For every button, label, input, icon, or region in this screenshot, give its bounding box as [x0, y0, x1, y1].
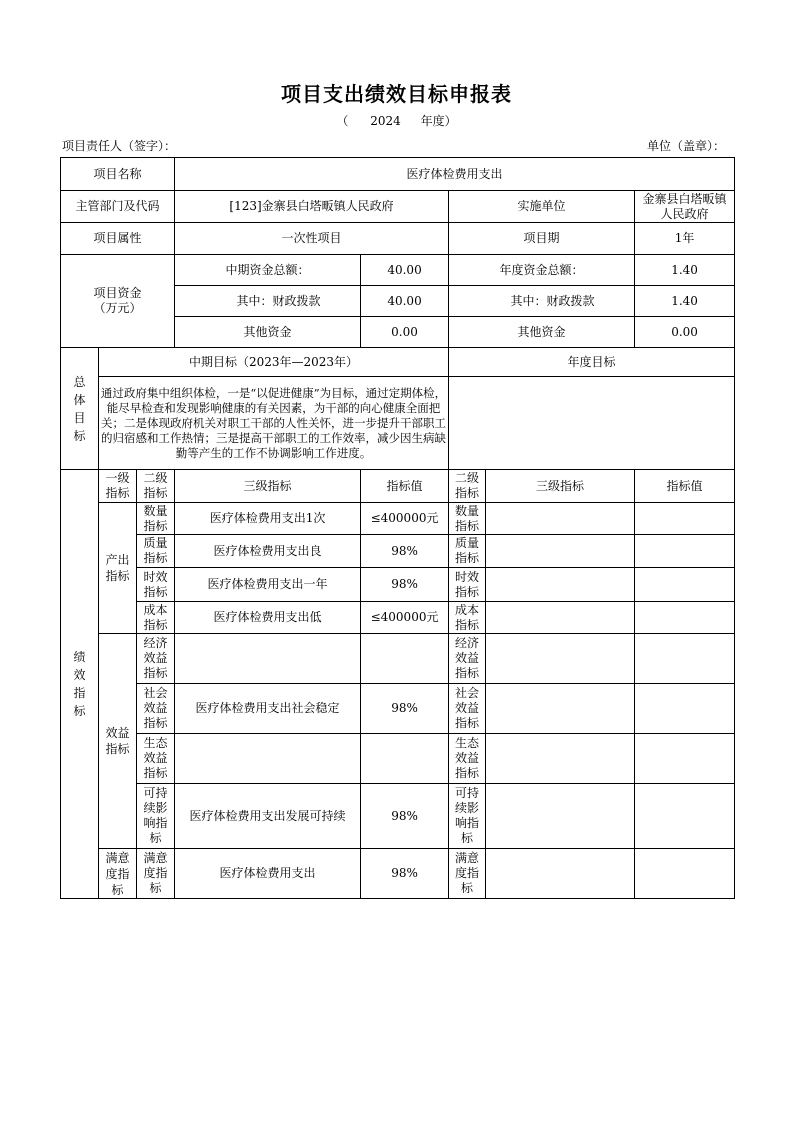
row7-l3: 医疗体检费用支出发展可持续 [175, 784, 361, 849]
row7-l2: 可持续影响指标 [143, 786, 168, 845]
table-row-year-l2 [449, 634, 486, 684]
row2-value: 98% [361, 568, 449, 602]
year-total-value: 1.40 [635, 255, 735, 286]
row3-year-value [635, 602, 735, 634]
benefit-label-text: 效益指标 [105, 726, 130, 756]
table-row-l2 [137, 535, 175, 568]
header-level3: 三级指标 [175, 470, 361, 503]
row5-year-l3 [486, 684, 635, 734]
table-row-l2 [137, 568, 175, 602]
row3-year-l2: 成本指标 [455, 602, 480, 632]
row6-l2: 生态效益指标 [143, 736, 168, 780]
project-name-label: 项目名称 [61, 158, 175, 191]
table-row-year-l2 [449, 503, 486, 535]
mid-total-label: 中期资金总额： [175, 255, 361, 286]
funds-label [61, 255, 175, 348]
row0-l3: 医疗体检费用支出1次 [175, 503, 361, 535]
row8-year-l3 [486, 849, 635, 899]
year-other-value: 0.00 [635, 317, 735, 348]
period-label: 项目期 [449, 223, 635, 255]
table-row-l2 [137, 784, 175, 849]
goals-label [61, 348, 99, 470]
row8-value: 98% [361, 849, 449, 899]
header-value: 指标值 [361, 470, 449, 503]
output-label [99, 503, 137, 634]
row3-value: ≤400000元 [361, 602, 449, 634]
year-goal-header: 年度目标 [449, 348, 735, 377]
table-row-year-l2 [449, 535, 486, 568]
year-open: （ [336, 114, 349, 128]
row0-year-l2: 数量指标 [455, 503, 480, 533]
year-close: 年度） [420, 114, 457, 128]
row6-year-value [635, 734, 735, 784]
responsible-label: 项目责任人（签字）： [62, 139, 177, 153]
row5-l3: 医疗体检费用支出社会稳定 [175, 684, 361, 734]
row4-value [361, 634, 449, 684]
row4-l2: 经济效益指标 [143, 636, 168, 680]
year-line [0, 112, 793, 129]
row1-l3: 医疗体检费用支出良 [175, 535, 361, 568]
row5-year-l2: 社会效益指标 [455, 686, 480, 730]
row8-year-l2: 满意度指标 [455, 851, 480, 895]
mid-fiscal-value: 40.00 [361, 286, 449, 317]
satisfaction-label-text: 满意度指标 [105, 850, 130, 897]
year-other-label: 其他资金 [449, 317, 635, 348]
row4-year-l3 [486, 634, 635, 684]
row1-l2: 质量指标 [143, 536, 168, 565]
header-level2-text: 二级指标 [143, 471, 168, 500]
header-level1 [99, 470, 137, 503]
row1-year-value [635, 535, 735, 568]
table-row-year-l2 [449, 568, 486, 602]
table-row-l2 [137, 849, 175, 899]
mid-goal-text: 通过政府集中组织体检，一是“以促进健康”为目标，通过定期体检，能尽早检查和发现影响健康的有关因素，为干部的向心健康全面把关；二是体现政府机关对职工干部的人性关怀，进一步提升干部职工的归宿感和工作热情；三是提高干部职工的工作效率，减少因生病缺勤等产生的工作不协调影响工作进度。 [99, 377, 449, 470]
row3-year-l3 [486, 602, 635, 634]
header-year-level2 [449, 470, 486, 503]
row8-l2: 满意度指标 [143, 851, 168, 895]
attr-label: 项目属性 [61, 223, 175, 255]
satisfaction-label [99, 849, 137, 899]
row0-year-value [635, 503, 735, 535]
row6-year-l3 [486, 734, 635, 784]
table-row-year-l2 [449, 684, 486, 734]
year-fiscal-value: 1.40 [635, 286, 735, 317]
mid-goal-header: 中期目标（2023年—2023年） [99, 348, 449, 377]
year-goal-text [449, 377, 735, 470]
year-value: 2024 [370, 114, 401, 128]
row4-l3 [175, 634, 361, 684]
table-row-l2 [137, 734, 175, 784]
header-level2 [137, 470, 175, 503]
row7-year-l3 [486, 784, 635, 849]
attr-value: 一次性项目 [175, 223, 449, 255]
indicators-label [61, 470, 99, 899]
goals-label-text: 总体目标 [73, 374, 86, 443]
table-row-l2 [137, 684, 175, 734]
performance-table [60, 157, 735, 899]
row6-year-l2: 生态效益指标 [455, 736, 480, 780]
row1-year-l3 [486, 535, 635, 568]
header-level1-text: 一级指标 [105, 471, 130, 500]
mid-total-value: 40.00 [361, 255, 449, 286]
row2-year-l3 [486, 568, 635, 602]
table-row-year-l2 [449, 602, 486, 634]
row2-l3: 医疗体检费用支出一年 [175, 568, 361, 602]
row5-l2: 社会效益指标 [143, 686, 168, 730]
row8-year-value [635, 849, 735, 899]
header-year-level3: 三级指标 [486, 470, 635, 503]
period-value: 1年 [635, 223, 735, 255]
year-total-label: 年度资金总额： [449, 255, 635, 286]
row7-value: 98% [361, 784, 449, 849]
row8-l3: 医疗体检费用支出 [175, 849, 361, 899]
table-row-year-l2 [449, 849, 486, 899]
row5-year-value [635, 684, 735, 734]
row7-year-value [635, 784, 735, 849]
table-row-l2 [137, 602, 175, 634]
benefit-label [99, 634, 137, 849]
row2-l2: 时效指标 [143, 569, 168, 599]
table-row-year-l2 [449, 784, 486, 849]
page-title: 项目支出绩效目标申报表 [281, 82, 512, 106]
row6-value [361, 734, 449, 784]
row6-l3 [175, 734, 361, 784]
impl-unit-label: 实施单位 [449, 191, 635, 223]
header-year-value: 指标值 [635, 470, 735, 503]
table-row-l2 [137, 634, 175, 684]
mid-fiscal-label: 其中：财政拨款 [175, 286, 361, 317]
row4-year-value [635, 634, 735, 684]
mid-other-value: 0.00 [361, 317, 449, 348]
row3-l3: 医疗体检费用支出低 [175, 602, 361, 634]
header-year-level2-text: 二级指标 [455, 471, 480, 500]
indicators-label-text: 绩效指标 [73, 650, 86, 718]
table-row-year-l2 [449, 734, 486, 784]
row1-value: 98% [361, 535, 449, 568]
funds-label-text: 项目资金（万元） [93, 286, 142, 315]
mid-other-label: 其他资金 [175, 317, 361, 348]
project-name-value: 医疗体检费用支出 [175, 158, 735, 191]
row4-year-l2: 经济效益指标 [455, 636, 480, 680]
row7-year-l2: 可持续影响指标 [455, 786, 480, 845]
row5-value: 98% [361, 684, 449, 734]
row1-year-l2: 质量指标 [455, 536, 480, 565]
unit-label: 单位（盖章）： [646, 139, 725, 153]
row0-l2: 数量指标 [143, 503, 168, 533]
row0-year-l3 [486, 503, 635, 535]
row0-value: ≤400000元 [361, 503, 449, 535]
year-fiscal-label: 其中：财政拨款 [449, 286, 635, 317]
row2-year-value [635, 568, 735, 602]
output-label-text: 产出指标 [105, 553, 130, 583]
dept-value: [123]金寨县白塔畈镇人民政府 [175, 191, 449, 223]
dept-label: 主管部门及代码 [61, 191, 175, 223]
row3-l2: 成本指标 [143, 602, 168, 632]
row2-year-l2: 时效指标 [455, 569, 480, 599]
impl-unit-value: 金寨县白塔畈镇人民政府 [635, 191, 735, 223]
table-row-l2 [137, 503, 175, 535]
